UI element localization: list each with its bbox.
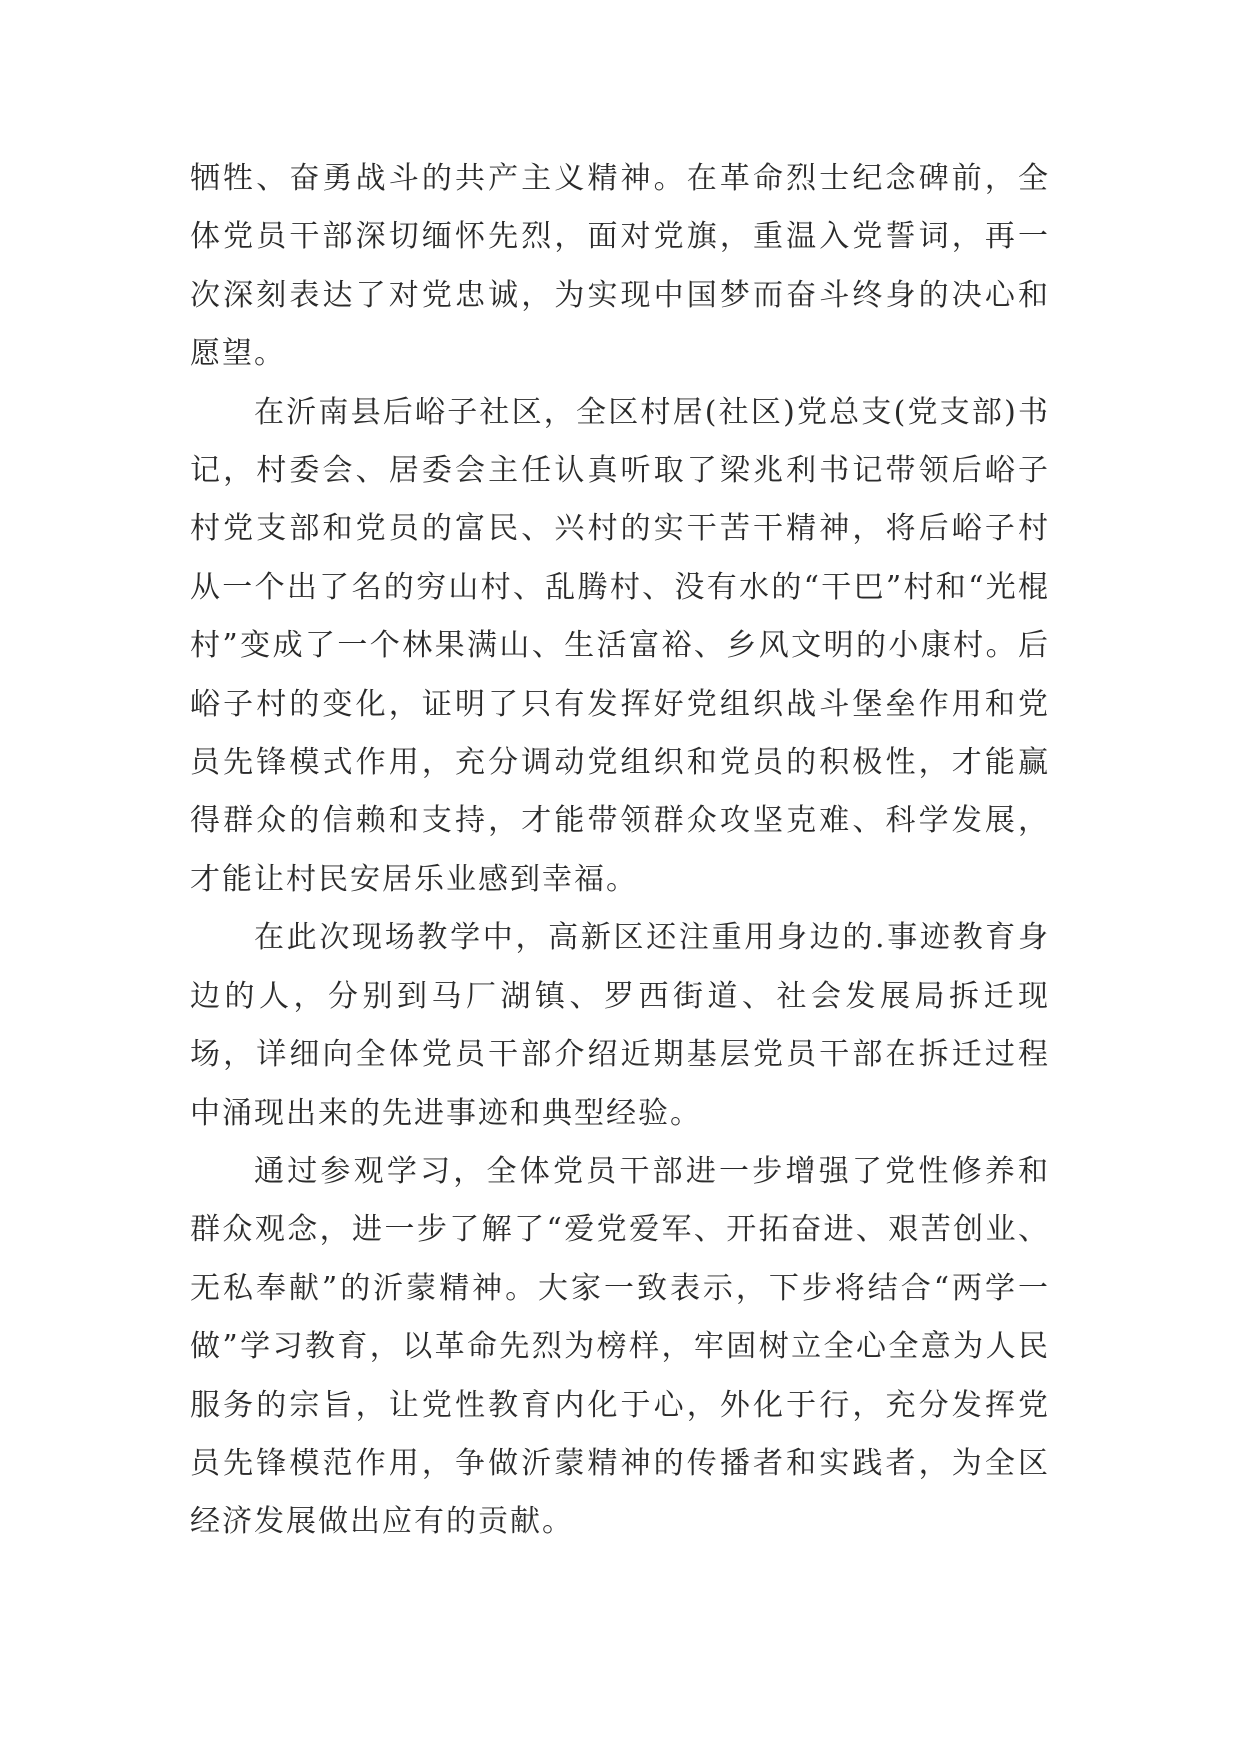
paragraph-4: 通过参观学习，全体党员干部进一步增强了党性修养和群众观念，进一步了解了“爱党爱军、开拓奋进、艰苦创业、无私奉献”的沂蒙精神。大家一致表示，下步将结合“两学一做”学习教育，以革命先烈为榜样，牢固树立全心全意为人民服务的宗旨，让党性教育内化于心，外化于行，充分发挥党员先锋模范作用，争做沂蒙精神的传播者和实践者，为全区经济发展做出应有的贡献。 bbox=[190, 1153, 1050, 1540]
paragraph-1: 牺牲、奋勇战斗的共产主义精神。在革命烈士纪念碑前，全体党员干部深切缅怀先烈，面对党旗，重温入党誓词，再一次深刻表达了对党忠诚，为实现中国梦而奋斗终身的决心和愿望。 bbox=[190, 161, 1050, 372]
paragraph-2: 在沂南县后峪子社区，全区村居(社区)党总支(党支部)书记，村委会、居委会主任认真听取了梁兆利书记带领后峪子村党支部和党员的富民、兴村的实干苦干精神，将后峪子村从一个出了名的穷山村、乱腾村、没有水的“干巴”村和“光棍村”变成了一个林果满山、生活富裕、乡风文明的小康村。后峪子村的变化，证明了只有发挥好党组织战斗堡垒作用和党员先锋模式作用，充分调动党组织和党员的积极性，才能赢得群众的信赖和支持，才能带领群众攻坚克难、科学发展，才能让村民安居乐业感到幸福。 bbox=[190, 394, 1050, 897]
paragraph-3: 在此次现场教学中，高新区还注重用身边的.事迹教育身边的人，分别到马厂湖镇、罗西街道、社会发展局拆迁现场，详细向全体党员干部介绍近期基层党员干部在拆迁过程中涌现出来的先进事迹和典型经验。 bbox=[190, 920, 1050, 1131]
document-body bbox=[190, 150, 1050, 1552]
